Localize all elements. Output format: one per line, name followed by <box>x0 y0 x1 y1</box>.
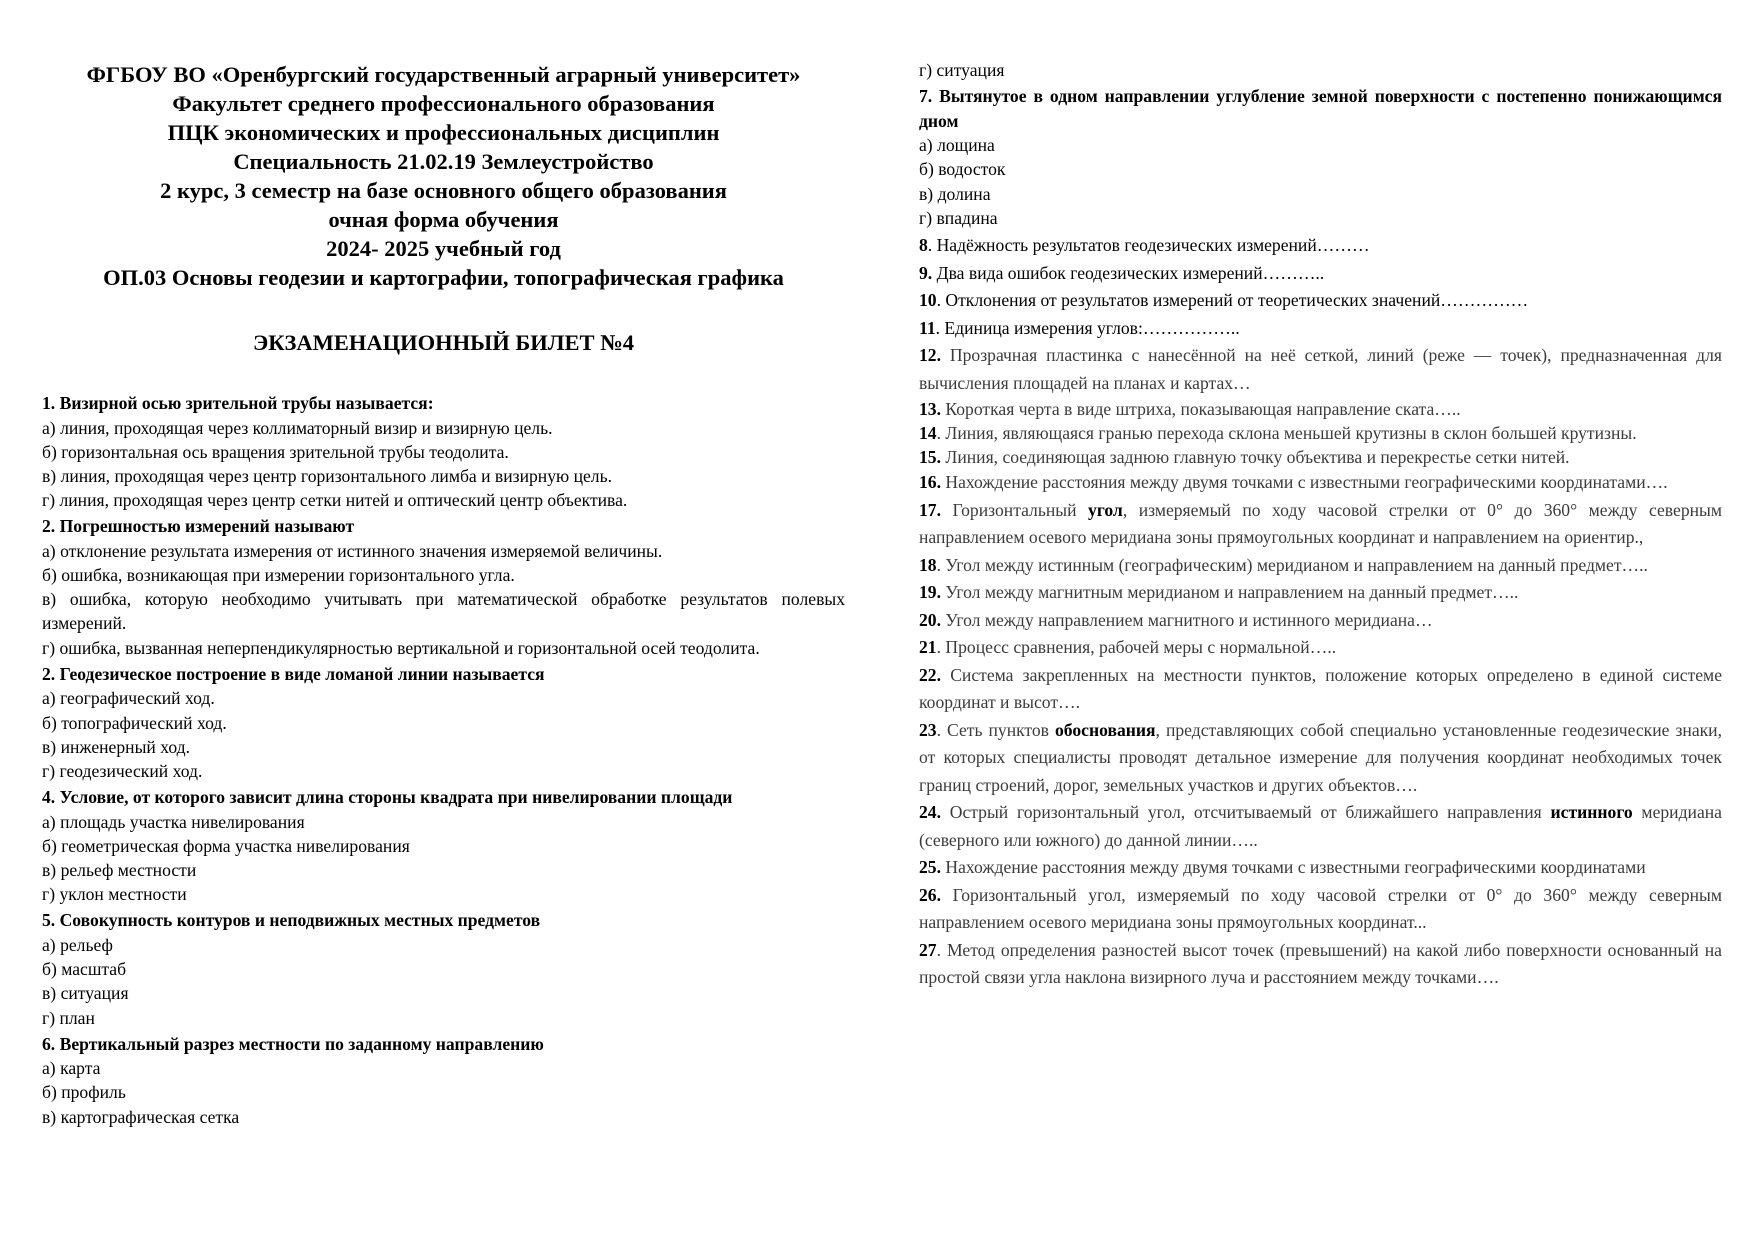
open-question-item <box>919 607 1722 635</box>
answer-option-continued: г) ситуация <box>919 60 1005 80</box>
open-question-item <box>919 315 1722 343</box>
question-text: Угол между направлением магнитного и истинного меридиана… <box>945 609 1433 630</box>
question-number: 8 <box>919 235 928 256</box>
question-number: 18 <box>919 554 937 575</box>
question-text: Горизонтальный угол, измеряемый по ходу часовой стрелки от 0° до 360° между северным направлением осевого меридиана зоны прямоугольных координат... <box>919 884 1722 933</box>
open-question-item <box>919 937 1722 992</box>
question-text: 6. Вертикальный разрез местности по заданному направлению <box>42 1033 544 1054</box>
question-number: 25. <box>919 857 941 878</box>
question-text: 2. Геодезическое построение в виде ломаной линии называется <box>42 663 545 684</box>
question-block <box>42 662 845 783</box>
emphasized-term: истинного <box>1550 802 1633 823</box>
question-text: 1. Визирной осью зрительной трубы называется: <box>42 393 434 413</box>
question-text: Отклонения от результатов измерений от теоретических значений…………… <box>945 290 1529 311</box>
answer-option: в) инженерный ход. <box>42 736 190 757</box>
question-text: Единица измерения углов:…………….. <box>944 317 1240 338</box>
question-number-separator: . <box>936 637 946 658</box>
question-number: 19. <box>919 582 941 603</box>
open-question-item <box>919 232 1722 260</box>
open-question-item <box>919 287 1722 315</box>
question-text: Нахождение расстояния между двумя точками с известными географическими координатами <box>945 857 1646 878</box>
answer-option: г) уклон местности <box>42 884 187 905</box>
question-block <box>42 785 845 906</box>
answer-option: а) площадь участка нивелирования <box>42 811 305 832</box>
question-text: Угол между магнитным меридианом и направлением на данный предмет….. <box>945 582 1519 603</box>
question-number-separator <box>941 885 953 905</box>
question-text-lead: Горизонтальный <box>952 499 1089 520</box>
answer-option: в) рельеф местности <box>42 860 197 881</box>
left-questions <box>42 389 845 1129</box>
answer-option: б) топографический ход. <box>42 712 227 733</box>
question-number: 16. <box>919 472 941 493</box>
question-text: Короткая черта в виде штриха, показывающая направление ската….. <box>945 399 1461 420</box>
answer-option: б) ошибка, возникающая при измерении горизонтального угла. <box>42 565 515 586</box>
question-number: 14 <box>919 423 937 444</box>
document-header <box>42 60 845 292</box>
open-questions-list <box>919 232 1722 992</box>
question-number: 15. <box>919 447 941 468</box>
question-number-separator: . <box>927 235 937 256</box>
question-text: , представляющих собой специально установленные геодезические знаки, от которых специалисты проводят детальное измерение для получения координат необходимых точек границ строений, дорог, земельных участков и других объектов…. <box>919 719 1722 795</box>
answer-option: в) ситуация <box>42 983 129 1004</box>
question-text: 5. Совокупность контуров и неподвижных местных предметов <box>42 910 541 931</box>
question-text: Линия, соединяющая заднюю главную точку объектива и перекрестье сетки нитей. <box>945 447 1570 468</box>
question-number-separator: . <box>936 554 946 575</box>
answer-option: в) ошибка, которую необходимо учитывать при математической обработке результатов полевых измерений. <box>42 589 845 634</box>
question-text: Процесс сравнения, рабочей меры с нормальной….. <box>945 637 1337 658</box>
answer-option: б) масштаб <box>42 959 127 980</box>
question-number: 26. <box>919 884 941 905</box>
question-number-separator: . <box>936 423 946 444</box>
question-number: 22. <box>919 664 941 685</box>
answer-option: г) геодезический ход. <box>42 760 203 781</box>
ticket-title: ЭКЗАМЕНАЦИОННЫЙ БИЛЕТ №4 <box>252 330 635 355</box>
question-text-lead: Сеть пунктов <box>947 719 1055 740</box>
question-number-separator: . <box>935 317 945 338</box>
question-number: 12. <box>919 345 941 366</box>
answer-option: г) план <box>42 1007 95 1028</box>
question-text: 2. Погрешностью измерений называют <box>42 516 355 537</box>
open-question-item <box>919 799 1722 854</box>
question-block <box>919 84 1722 230</box>
question-number: 27 <box>919 939 937 960</box>
answer-option: а) лощина <box>919 135 995 156</box>
question-number-separator <box>941 345 950 365</box>
answer-option: г) впадина <box>919 207 998 228</box>
right-column <box>919 58 1722 992</box>
open-question-item <box>919 342 1722 397</box>
header-faculty: Факультет среднего профессионального образования <box>172 91 715 116</box>
question-number: 21 <box>919 637 937 658</box>
answer-option: б) горизонтальная ось вращения зрительной трубы теодолита. <box>42 441 509 462</box>
question-text: 4. Условие, от которого зависит длина стороны квадрата при нивелировании площади <box>42 787 733 808</box>
question-number: 11 <box>919 317 936 338</box>
question-text: Система закрепленных на местности пунктов, положение которых определено в единой системе координат и высот…. <box>919 664 1723 713</box>
answer-option: б) геометрическая форма участка нивелирования <box>42 835 410 856</box>
header-department: ПЦК экономических и профессиональных дисциплин <box>167 120 720 145</box>
question-text: Угол между истинным (географическим) меридианом и направлением на данный предмет….. <box>945 554 1648 575</box>
question-block <box>42 908 845 1029</box>
open-question-item <box>919 445 1722 469</box>
question-number: 23 <box>919 719 937 740</box>
question-number: 24. <box>919 802 941 823</box>
question-number: 17. <box>919 499 941 520</box>
question-text: 7. Вытянутое в одном направлении углубление земной поверхности с постепенно понижающимся дном <box>919 86 1722 131</box>
header-study-form: очная форма обучения <box>328 207 559 232</box>
open-question-item <box>919 260 1722 288</box>
header-course: 2 курс, 3 семестр на базе основного общего образования <box>160 178 727 203</box>
answer-option: б) профиль <box>42 1082 126 1103</box>
question-number-separator <box>941 500 953 520</box>
question-number-separator <box>941 665 950 685</box>
question-block <box>42 514 845 660</box>
answer-option: в) линия, проходящая через центр горизонтального лимба и визирную цель. <box>42 465 612 486</box>
header-university: ФГБОУ ВО «Оренбургский государственный аграрный университет» <box>86 62 801 87</box>
question-text: меридиана (северного или южного) до данной линии….. <box>919 802 1722 850</box>
question-number-separator: . <box>936 719 947 740</box>
header-subject: ОП.03 Основы геодезии и картографии, топографическая графика <box>103 265 784 290</box>
open-question-item <box>919 634 1722 662</box>
open-question-item <box>919 882 1722 937</box>
question-text: Линия, являющаяся гранью перехода склона меньшей крутизны в склон большей крутизны. <box>945 423 1637 444</box>
open-question-item <box>919 552 1722 580</box>
question-block <box>42 391 845 512</box>
question-text: Метод определения разностей высот точек (превышений) на какой либо поверхности основанный на простой связи угла наклона визирного луча и расстоянием между точками…. <box>919 939 1722 988</box>
answer-option: а) карта <box>42 1058 101 1079</box>
answer-option: в) долина <box>919 183 991 204</box>
answer-option: а) линия, проходящая через коллиматорный визир и визирную цель. <box>42 417 553 438</box>
open-question-item <box>919 421 1722 445</box>
header-specialty: Специальность 21.02.19 Землеустройство <box>233 149 654 174</box>
question-number: 13. <box>919 399 941 420</box>
answer-option: б) водосток <box>919 159 1006 180</box>
question-text: Надёжность результатов геодезических измерений……… <box>936 235 1370 256</box>
question-block <box>42 1032 845 1129</box>
question-text: , измеряемый по ходу часовой стрелки от 0° до 360° между северным направлением осевого меридиана зоны прямоугольных координат и направлением на ориентир., <box>919 499 1722 548</box>
question-number-separator <box>941 802 950 822</box>
question-number-separator: . <box>936 939 947 960</box>
question-text: Два вида ошибок геодезических измерений……….. <box>936 262 1325 283</box>
answer-option: г) ошибка, вызванная неперпендикулярностью вертикальной и горизонтальной осей теодолита. <box>42 637 760 658</box>
emphasized-term: обоснования <box>1054 719 1156 740</box>
emphasized-term: угол <box>1088 499 1123 520</box>
header-academic-year: 2024- 2025 учебный год <box>326 236 561 261</box>
open-question-item <box>919 579 1722 607</box>
answer-option: а) географический ход. <box>42 688 215 709</box>
question-text-lead: Острый горизонтальный угол, отсчитываемый от ближайшего направления <box>949 802 1551 823</box>
question-number: 20. <box>919 609 941 630</box>
open-question-item <box>919 662 1722 717</box>
question-number: 9. <box>919 262 933 283</box>
answer-option: а) рельеф <box>42 934 113 955</box>
open-question-item <box>919 469 1722 497</box>
answer-option: в) картографическая сетка <box>42 1106 240 1127</box>
answer-option: г) линия, проходящая через центр сетки нитей и оптический центр объектива. <box>42 490 628 511</box>
question-text: Прозрачная пластинка с нанесённой на неё сеткой, линий (реже — точек), предназначенная для вычисления площадей на планах и картах… <box>919 345 1722 393</box>
answer-option: а) отклонение результата измерения от истинного значения измеряемой величины. <box>42 540 663 561</box>
open-question-item <box>919 717 1722 800</box>
open-question-item <box>919 854 1722 882</box>
open-question-item <box>919 397 1722 421</box>
open-question-item <box>919 497 1722 552</box>
question-number-separator: . <box>936 290 946 311</box>
question-number: 10 <box>919 290 937 311</box>
question-text: Нахождение расстояния между двумя точками с известными географическими координатами…. <box>945 472 1668 493</box>
